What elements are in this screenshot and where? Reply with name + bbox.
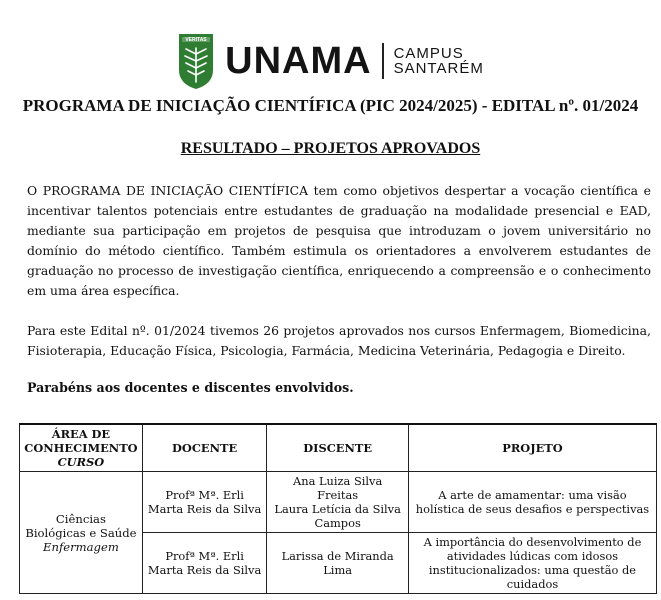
projeto-cell: A importância do desenvolvimento de atividades lúdicas com idosos institucionalizados: uma questão de cuidados xyxy=(408,533,656,594)
intro-paragraph: O PROGRAMA DE INICIAÇÃO CIENTÍFICA tem como objetivos despertar a vocação científica e incentivar talentos potenciais entre estudantes de graduação na modalidade presencial e EAD, mediante sua participação em projetos de pesquisa que introduzam o jovem universitário no domínio do método científico. Também estimula os orientadores a envolverem estudantes de graduação no processo de investigação científica, enriquecendo a compreensão e o conhecimento em uma área específica. xyxy=(27,183,651,298)
docente-cell: Profª Mª. Erli Marta Reis da Silva xyxy=(142,472,267,533)
discente-cell: Larissa de Miranda Lima xyxy=(267,533,409,594)
program-title: PROGRAMA DE INICIAÇÃO CIENTÍFICA (PIC 2024/2025) - EDITAL nº. 01/2024 xyxy=(22,96,639,115)
unama-shield-logo-icon xyxy=(177,32,215,90)
approved-projects-table xyxy=(19,423,657,594)
table-row xyxy=(20,472,657,533)
header-discente: DISCENTE xyxy=(267,424,409,472)
campus-line-2: SANTARÉM xyxy=(393,60,484,77)
svg-text:VERITAS: VERITAS xyxy=(185,37,207,44)
header-projeto: PROJETO xyxy=(408,424,656,472)
edital-paragraph: Para este Edital nº. 01/2024 tivemos 26 projetos aprovados nos cursos Enfermagem, Biomedicina, Fisioterapia, Educação Física, Psicologia, Farmácia, Medicina Veterinária, Pedagogia e Direito. xyxy=(27,323,651,358)
docente-cell: Profª Mª. Erli Marta Reis da Silva xyxy=(142,533,267,594)
discente-name: Laura Letícia da Silva Campos xyxy=(274,502,401,530)
table-header-row xyxy=(20,424,657,472)
header-area xyxy=(20,424,143,472)
document-header xyxy=(0,32,661,90)
header-docente: DOCENTE xyxy=(142,424,267,472)
campus-label xyxy=(394,46,484,76)
result-title: RESULTADO – PROJETOS APROVADOS xyxy=(180,140,481,157)
discente-name: Ana Luiza Silva Freitas xyxy=(293,474,383,502)
congrats-text: Parabéns aos docentes e discentes envolvidos. xyxy=(27,380,354,395)
discente-cell xyxy=(267,472,409,533)
campus-line-1: CAMPUS xyxy=(393,45,464,62)
header-area-line-1: ÁREA DE xyxy=(51,427,111,441)
area-cell xyxy=(20,472,143,594)
area-name: Ciências Biológicas e Saúde xyxy=(25,511,137,540)
logo-divider xyxy=(382,43,384,79)
projeto-cell: A arte de amamentar: uma visão holística de seus desafios e perspectivas xyxy=(408,472,656,533)
course-name: Enfermagem xyxy=(43,539,119,554)
brand-name: UNAMA xyxy=(225,40,372,82)
header-area-line-3: CURSO xyxy=(57,455,105,469)
header-area-line-2: CONHECIMENTO xyxy=(24,441,138,455)
